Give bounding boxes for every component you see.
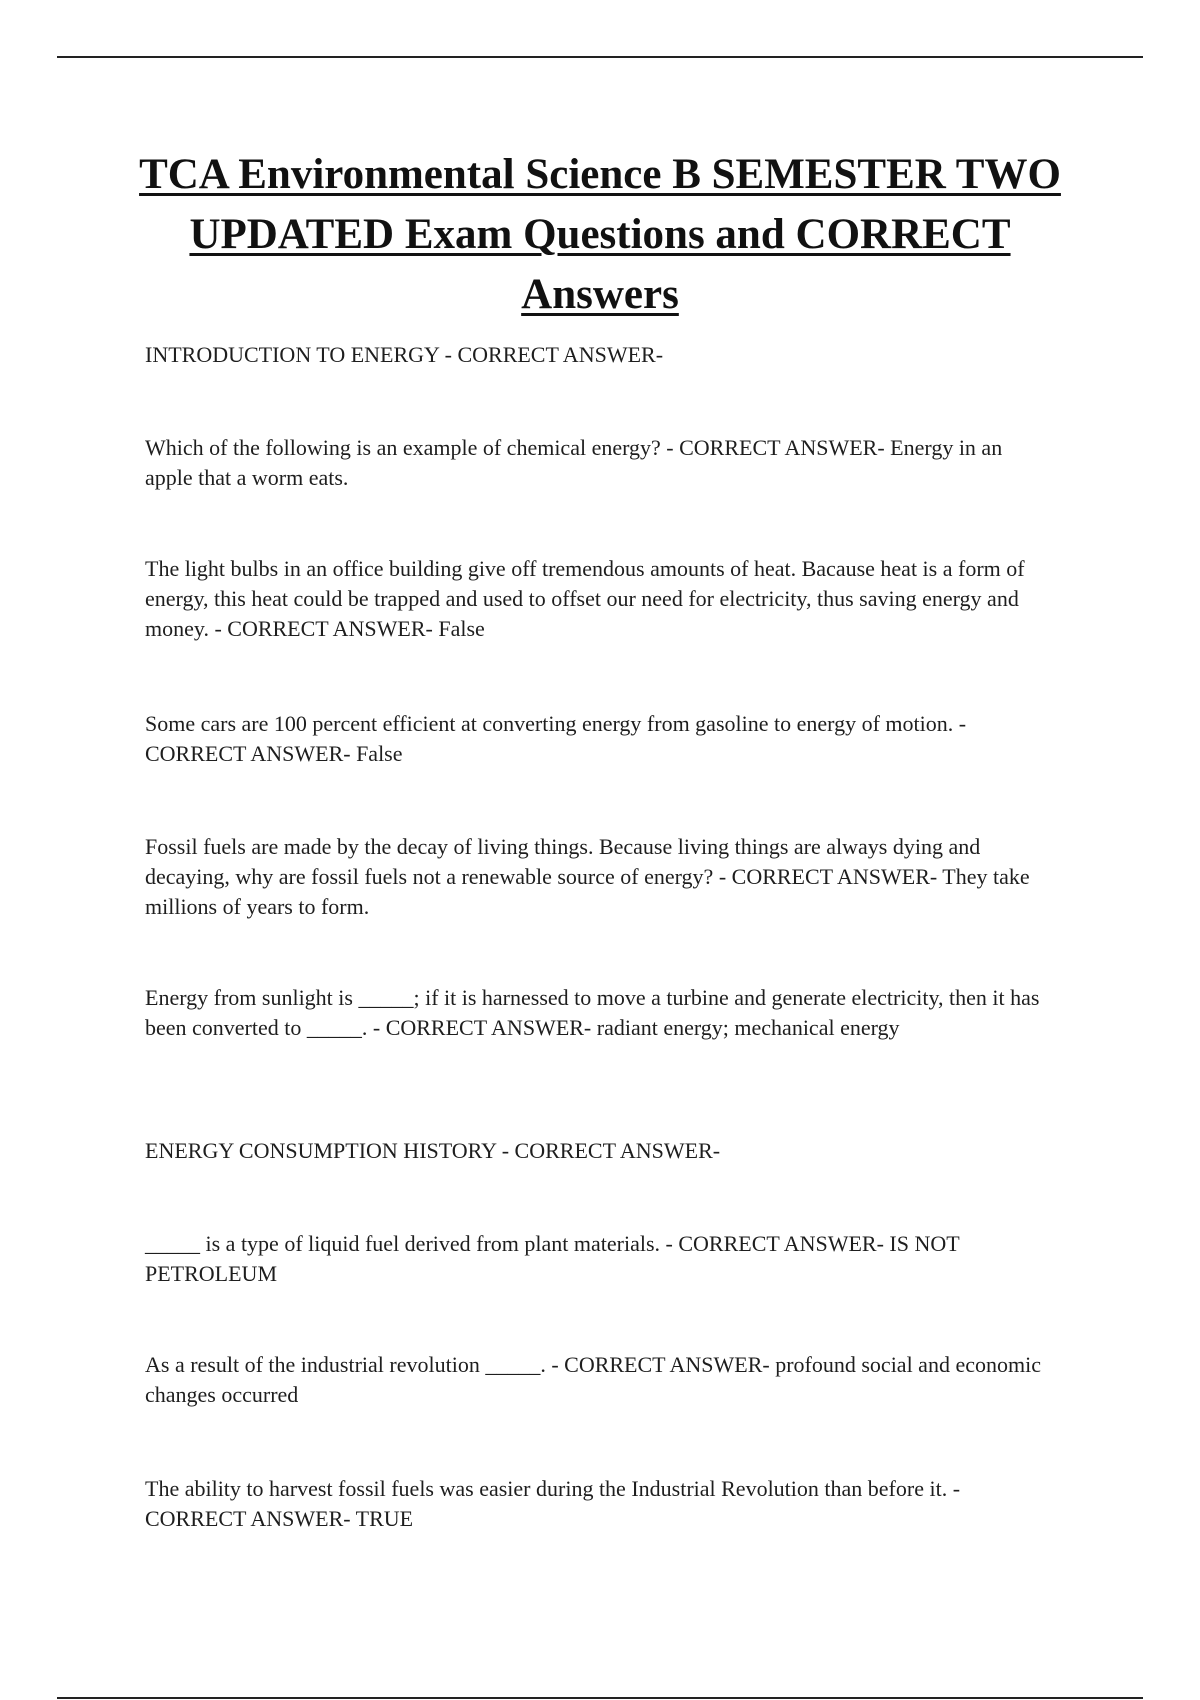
qa-entry: Fossil fuels are made by the decay of living things. Because living things are always dying and decaying, why are fossil fuels not a renewable source of energy? - CORRECT ANSWER- They take millions of years to form.: [145, 834, 1030, 919]
bottom-rule: [57, 1697, 1143, 1699]
qa-entry: Some cars are 100 percent efficient at converting energy from gasoline to energy of motion. - CORRECT ANSWER- False: [145, 711, 967, 766]
qa-entry: ENERGY CONSUMPTION HISTORY - CORRECT ANSWER-: [145, 1138, 721, 1163]
qa-entry: Which of the following is an example of chemical energy? - CORRECT ANSWER- Energy in an apple that a worm eats.: [145, 435, 1003, 490]
qa-entry: INTRODUCTION TO ENERGY - CORRECT ANSWER-: [145, 342, 664, 367]
qa-entry: _____ is a type of liquid fuel derived from plant materials. - CORRECT ANSWER- IS NOT PETROLEUM: [145, 1231, 960, 1286]
qa-entry: As a result of the industrial revolution _____. - CORRECT ANSWER- profound social and economic changes occurred: [145, 1352, 1041, 1407]
document-title-text: TCA Environmental Science B SEMESTER TWO UPDATED Exam Questions and CORRECT Answers: [139, 151, 1061, 318]
qa-list: [145, 0, 1050, 1700]
qa-entry: The ability to harvest fossil fuels was easier during the Industrial Revolution than before it. - CORRECT ANSWER- TRUE: [145, 1476, 961, 1531]
qa-entry: The light bulbs in an office building give off tremendous amounts of heat. Bacause heat is a form of energy, this heat could be trapped and used to offset our need for electricity, thus saving energy and money. - CORRECT ANSWER- False: [145, 556, 1025, 641]
qa-entry: Energy from sunlight is _____; if it is harnessed to move a turbine and generate electricity, then it has been converted to _____. - CORRECT ANSWER- radiant energy; mechanical energy: [145, 985, 1040, 1040]
